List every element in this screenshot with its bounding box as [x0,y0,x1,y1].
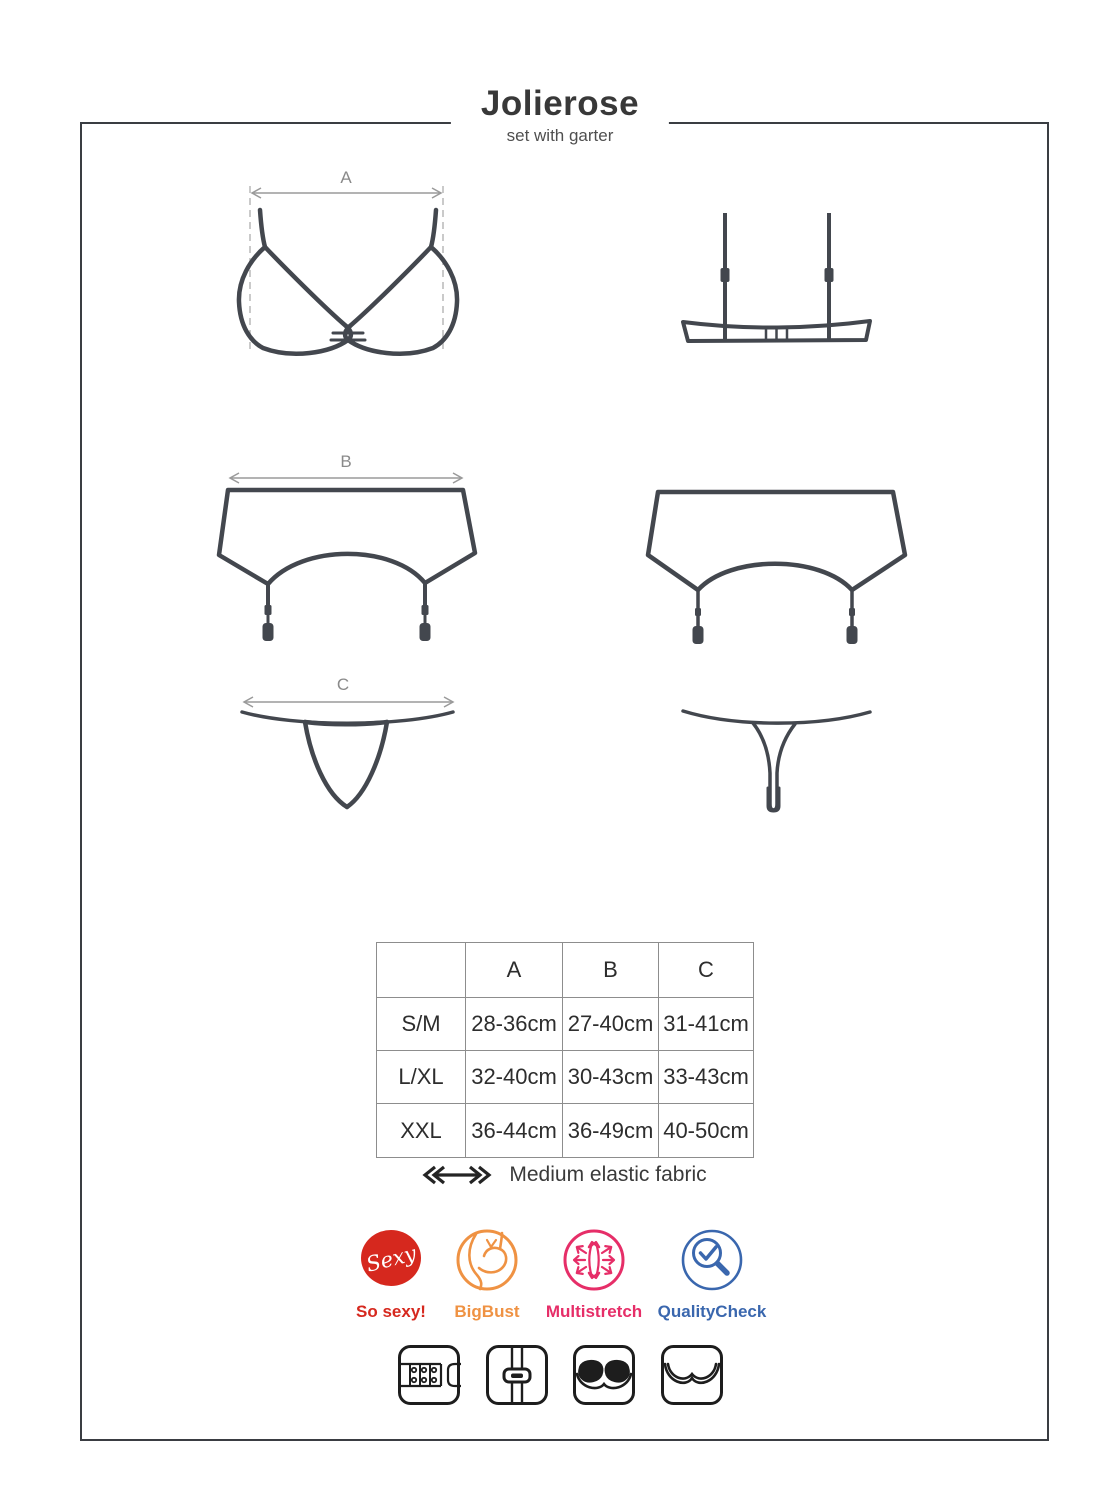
value-cell: 28-36cm [466,998,563,1051]
thong-back-string-right [774,724,796,810]
value-cell: 30-43cm [563,1051,659,1104]
sexy-badge-icon [359,1228,423,1292]
elastic-stretch-arrow-icon [418,1163,496,1187]
bra-left-cup-outer [239,247,351,354]
col-header-a: A [466,943,563,998]
adjustable-strap-icon [485,1344,549,1406]
dim-a-arrow-icon [252,188,441,198]
hook-closure-icon [397,1344,461,1406]
thong-back-waistband [683,711,870,723]
bra-left-strap [260,210,265,247]
bigbust-icon [455,1228,519,1292]
qualitycheck-icon [680,1228,744,1292]
thong-front-right-edge [347,722,387,807]
value-cell: 36-44cm [466,1104,563,1158]
padded-cups-icon [572,1344,636,1406]
strap-slider-right [825,268,834,282]
dim-c-arrow-icon [244,697,453,707]
table-row [377,1104,754,1158]
bra-back-diagram [650,180,930,380]
sexy-badge-text: Sexy [363,1241,419,1277]
thong-back-string-left [753,723,774,810]
soft-cups-icon [660,1344,724,1406]
thong-front-waistband [242,712,453,723]
value-cell: 32-40cm [466,1051,563,1104]
bra-right-cup-inner [350,247,431,326]
garter-strap-left [263,584,274,641]
value-cell: 31-41cm [659,998,754,1051]
size-label: S/M [377,998,466,1051]
garter-front-diagram [190,440,510,660]
value-cell: 36-49cm [563,1104,659,1158]
page-subtitle: set with garter [506,126,614,145]
thong-front-top-edge [305,722,387,724]
garter-front-belt [219,490,475,584]
size-label: L/XL [377,1051,466,1104]
dim-b-arrow-icon [230,473,462,483]
bra-front-diagram [200,160,500,380]
size-label: XXL [377,1104,466,1158]
bra-right-cup-outer [345,247,457,354]
page-title: Jolierose [480,84,640,123]
col-header-b: B [563,943,659,998]
value-cell: 40-50cm [659,1104,754,1158]
dimension-label-c: C [336,675,350,694]
bra-left-cup-inner [265,247,346,326]
multistretch-icon [562,1228,626,1292]
bra-right-strap [431,210,436,247]
table-corner-cell [377,943,466,998]
garter-back-belt [648,492,905,590]
size-table [376,942,754,1158]
dimension-label-b: B [340,452,352,471]
col-header-c: C [659,943,754,998]
garter-back-strap-right [847,590,858,644]
thong-front-diagram [210,660,490,840]
strap-slider-left [721,268,730,282]
table-row [377,1051,754,1104]
fabric-note [80,1163,1045,1187]
garter-back-diagram [630,460,930,660]
feature-label: BigBust [454,1302,520,1321]
feature-label: Multistretch [545,1302,643,1321]
title-block [451,84,669,158]
value-cell: 33-43cm [659,1051,754,1104]
feature-qualitycheck [642,1228,782,1322]
feature-label: QualityCheck [657,1302,767,1321]
garter-strap-right [420,583,431,641]
thong-back-diagram [650,680,930,840]
dimension-label-a: A [340,168,352,187]
thong-front-left-edge [305,722,347,807]
table-row [377,998,754,1051]
feature-label: So sexy! [356,1302,426,1321]
value-cell: 27-40cm [563,998,659,1051]
fabric-note-label: Medium elastic fabric [509,1163,707,1186]
garter-back-strap-left [693,590,704,644]
